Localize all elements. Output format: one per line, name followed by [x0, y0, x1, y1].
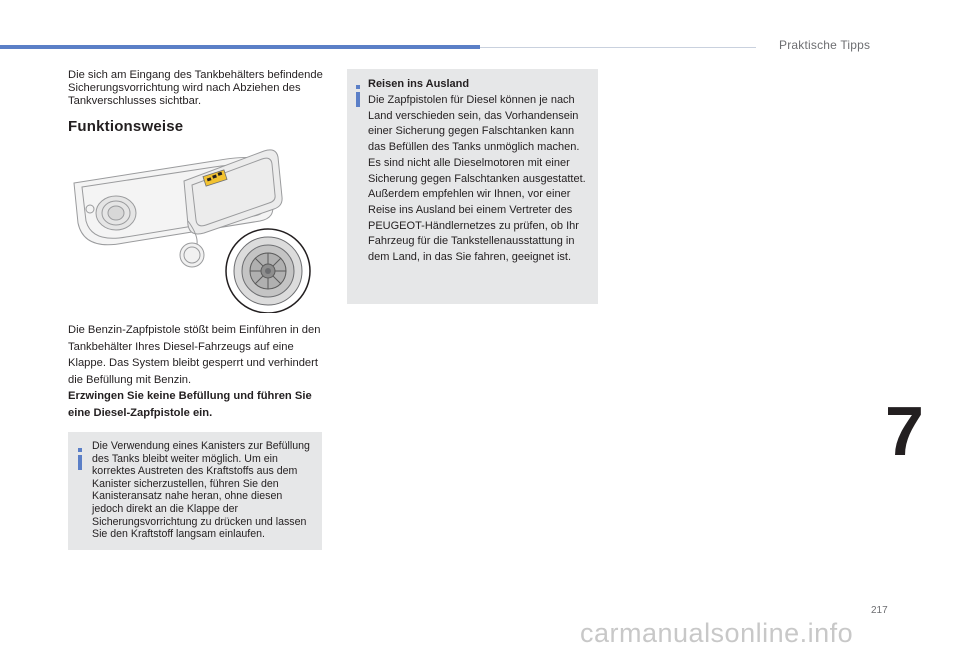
page-number: 217	[871, 605, 888, 616]
info-icon	[354, 85, 362, 107]
function-text: Die Benzin-Zapfpistole stößt beim Einführen in den Tankbehälter Ihres Diesel-Fahrzeugs auf eine Klappe. Das System bleibt gesperrt und verhindert die Befüllung mit Benzin.	[68, 324, 321, 386]
info-icon	[76, 448, 84, 470]
watermark: carmanualsonline.info	[580, 618, 854, 648]
section-heading: Funktionsweise	[68, 118, 184, 135]
canister-note-text: Die Verwendung eines Kanisters zur Befüllung des Tanks bleibt weiter möglich. Um ein korrektes Austreten des Kraftstoffs aus dem Kanister sicherzustellen, führen Sie den Kanisteransatz nahe heran, ohne diesen jedoch direkt an die Klappe der Sicherungsvorrichtung zu drücken und lassen Sie den Kraftstoff langsam einlaufen.	[92, 440, 310, 541]
travel-note	[347, 69, 598, 304]
intro-text: Die sich am Eingang des Tankbehälters befindende Sicherungsvorrichtung wird nach Abziehen des Tankverschlusses sichtbar.	[68, 69, 323, 107]
header-accent-bar	[0, 45, 480, 49]
section-title: Praktische Tipps	[779, 38, 871, 52]
travel-note-text: Die Zapfpistolen für Diesel können je nach Land verschieden sein, das Vorhandensein einer Sicherung gegen Falschtanken kann das Befüllen des Tanks unmöglich machen. Es sind nicht alle Dieselmotoren mit einer Sicherung gegen Falschtanken ausgestattet. Außerdem empfehlen wir Ihnen, vor einer Reise ins Ausland bei einem Vertreter des PEUGEOT-Händlernetzes zu prüfen, ob Ihr Fahrzeug für die Tankstellenausstattung in dem Land, in das Sie fahren, geeignet ist.	[368, 94, 586, 264]
header-divider	[480, 47, 756, 48]
inhibitor-detail	[226, 229, 310, 313]
canister-note	[68, 432, 322, 550]
chapter-number: 7	[885, 392, 924, 470]
fuel-filler-illustration	[64, 143, 326, 313]
function-paragraph	[68, 322, 324, 421]
left-column	[68, 69, 324, 135]
travel-note-title: Reisen ins Ausland	[368, 78, 470, 90]
function-warning: Erzwingen Sie keine Befüllung und führen Sie eine Diesel-Zapfpistole ein.	[68, 390, 312, 419]
